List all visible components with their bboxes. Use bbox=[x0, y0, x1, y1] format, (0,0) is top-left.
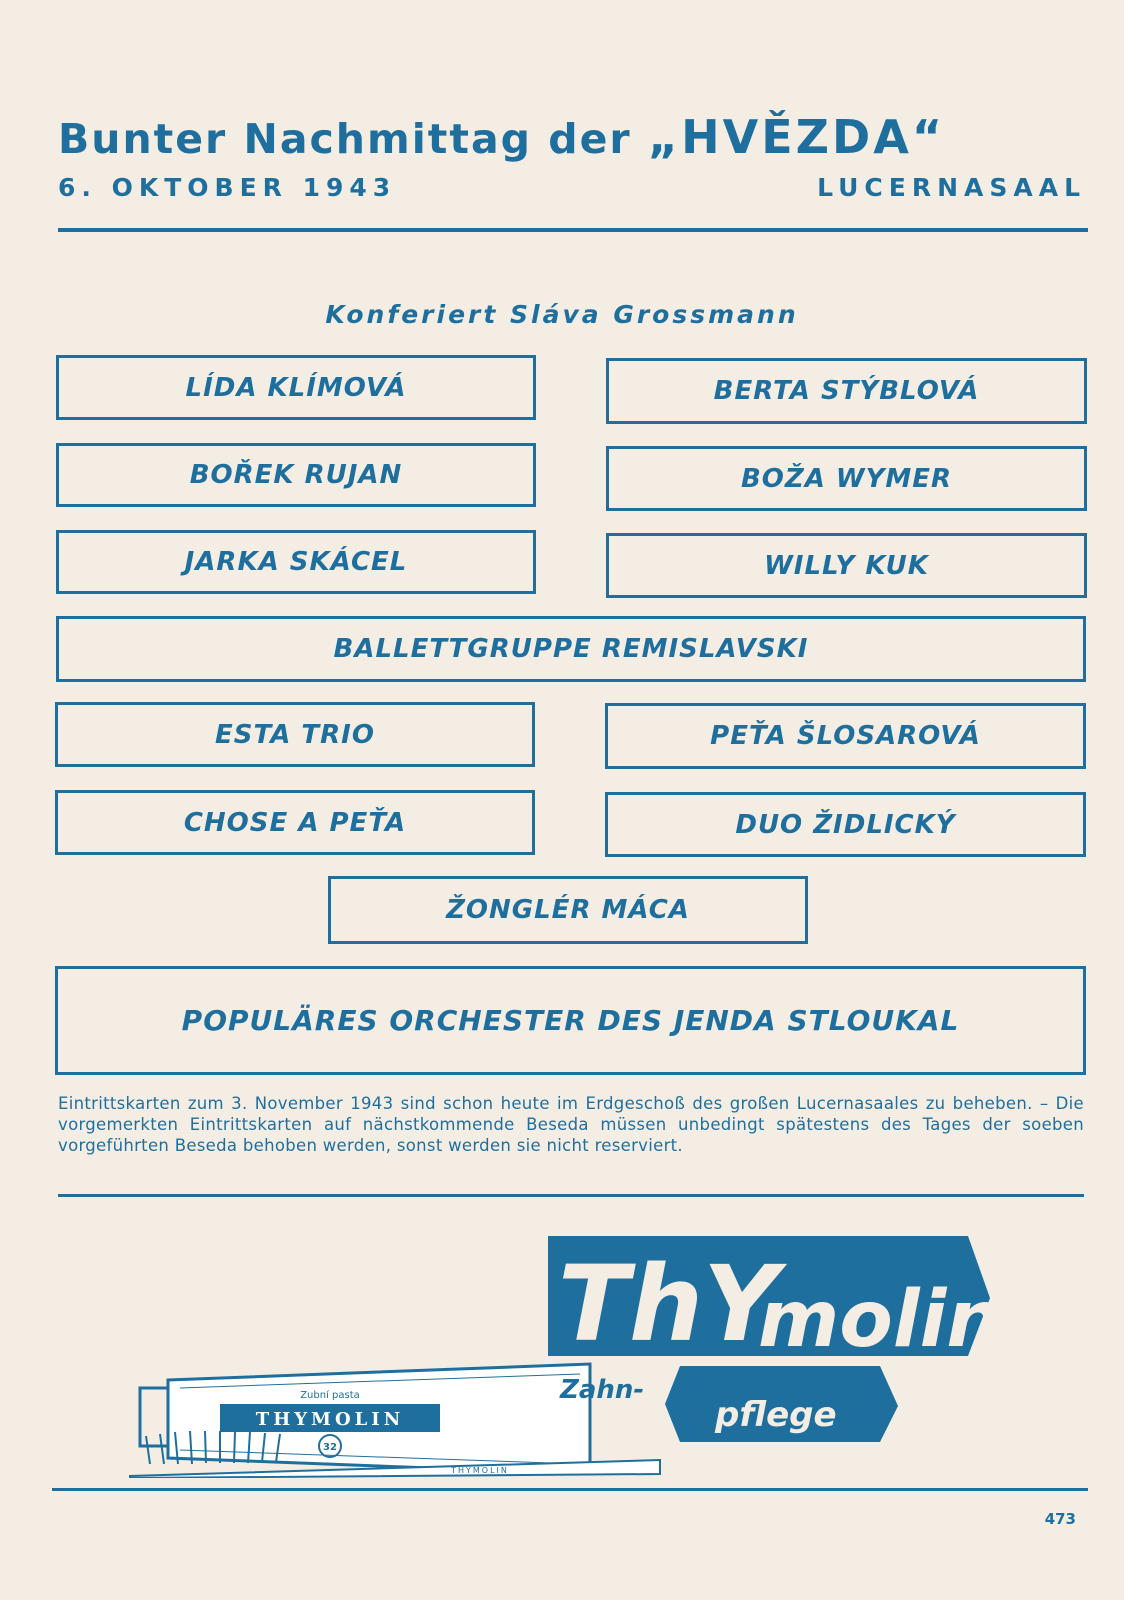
performer-box: JARKA SKÁCEL bbox=[56, 530, 536, 594]
thymolin-advert bbox=[120, 1228, 1020, 1478]
event-venue: LUCERNASAAL bbox=[817, 173, 1086, 202]
tube-cap-icon bbox=[140, 1388, 168, 1446]
bottom-divider bbox=[52, 1488, 1088, 1491]
notice-divider bbox=[58, 1194, 1084, 1197]
brand-part-1: ThY bbox=[558, 1243, 779, 1365]
event-date: 6. OKTOBER 1943 bbox=[58, 173, 397, 202]
tube-number: 32 bbox=[323, 1442, 337, 1453]
performer-box: BOŽA WYMER bbox=[606, 446, 1087, 511]
tagline-1: Zahn- bbox=[560, 1375, 645, 1405]
performer-box: ESTA TRIO bbox=[55, 702, 535, 767]
brush-label: THYMOLIN bbox=[451, 1466, 509, 1475]
page-number: 473 bbox=[1044, 1510, 1076, 1528]
tube-top-text: Zubní pasta bbox=[300, 1390, 360, 1401]
ticket-notice: Eintrittskarten zum 3. November 1943 sind schon heute im Erdgeschoß des großen Lucernasaales zu beheben. – Die vorgemerkten Eintrittskarten auf nächstkommende Beseda müssen unbedingt spätestens des Tages der soeben vorgeführten Beseda behoben werden, sonst werden sie nicht reserviert. bbox=[58, 1094, 1084, 1155]
tube-label: THYMOLIN bbox=[255, 1409, 405, 1430]
brand-part-2: molin bbox=[758, 1275, 1002, 1365]
performer-box-center: ŽONGLÉR MÁCA bbox=[328, 876, 808, 944]
performer-box: LÍDA KLÍMOVÁ bbox=[56, 355, 536, 420]
performer-box: PEŤA ŠLOSAROVÁ bbox=[605, 703, 1086, 769]
performer-box-wide: BALLETTGRUPPE REMISLAVSKI bbox=[56, 616, 1086, 682]
event-title-prefix: Bunter Nachmittag der bbox=[58, 115, 648, 163]
event-title-name: „HVĚZDA“ bbox=[647, 110, 946, 164]
tagline-2: pflege bbox=[715, 1395, 837, 1435]
performer-box: DUO ŽIDLICKÝ bbox=[605, 792, 1086, 857]
header-divider bbox=[58, 228, 1088, 232]
event-title bbox=[58, 110, 945, 164]
performer-box: BOŘEK RUJAN bbox=[56, 443, 536, 507]
performer-box: CHOSE A PEŤA bbox=[55, 790, 535, 855]
performer-box: BERTA STÝBLOVÁ bbox=[606, 358, 1087, 424]
orchestra-box: POPULÄRES ORCHESTER DES JENDA STLOUKAL bbox=[55, 966, 1086, 1075]
performer-box: WILLY KUK bbox=[606, 533, 1087, 598]
moderator-line: Konferiert Sláva Grossmann bbox=[325, 300, 799, 329]
